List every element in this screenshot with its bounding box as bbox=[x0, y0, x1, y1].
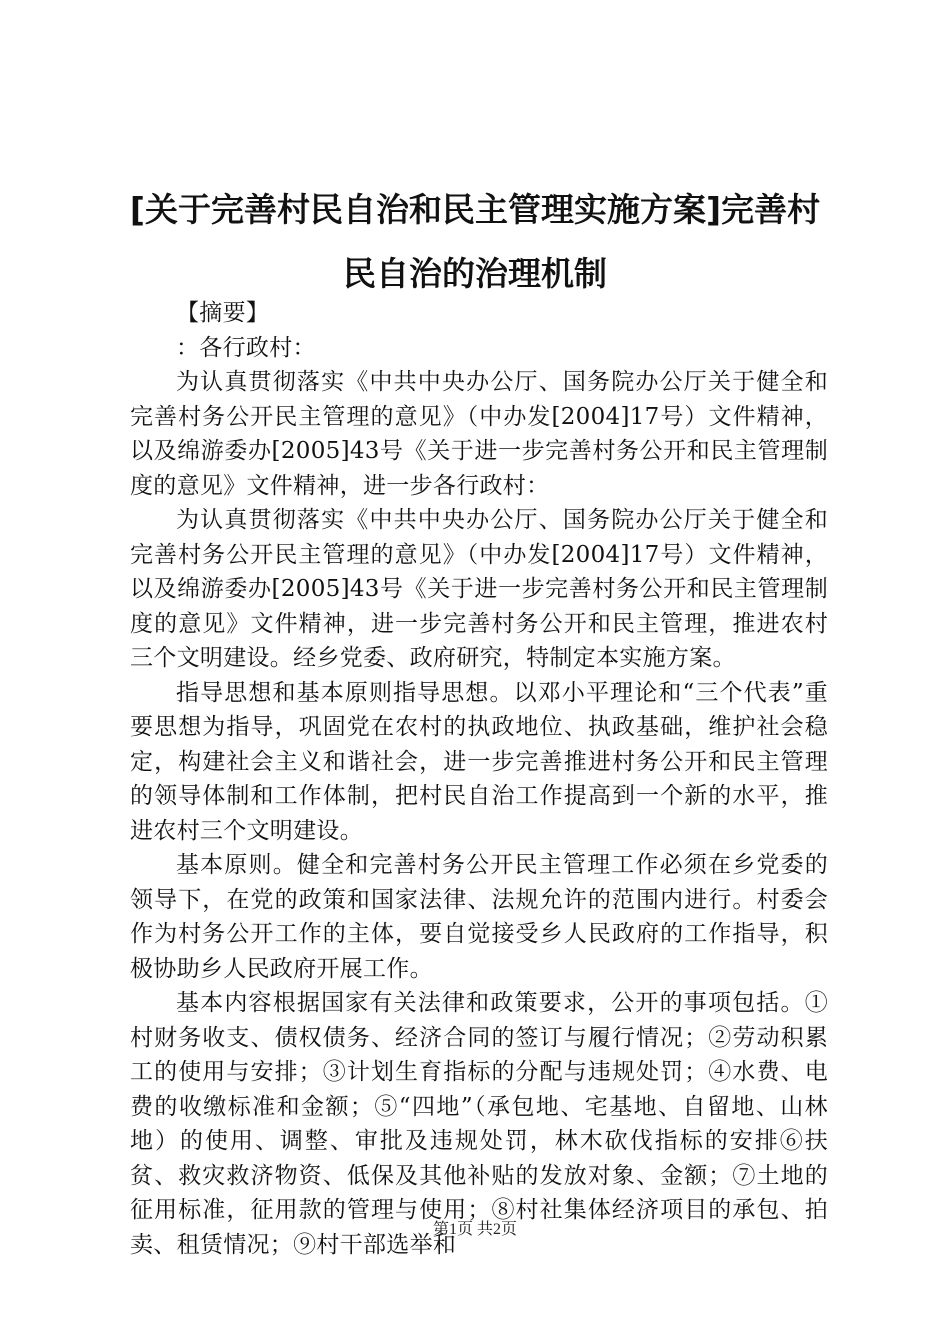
paragraph: 为认真贯彻落实《中共中央办公厅、国务院办公厅关于健全和完善村务公开民主管理的意见》（中办发[2004]17号）文件精神，以及绵游委办[2005]43号《关于进一步完善村务公开和民主管理制度的意见》文件精神，进一步各行政村： bbox=[130, 369, 828, 499]
salutation: ：各行政村： bbox=[176, 334, 316, 361]
abstract-label: 【摘要】 bbox=[176, 300, 270, 326]
paragraph: 基本内容根据国家有关法律和政策要求，公开的事项包括。①村财务收支、债权债务、经济合同的签订与履行情况；②劳动积累工的使用与安排；③计划生育指标的分配与违规处罚；④水费、电费的收缴标准和金额；⑤“四地”（承包地、宅基地、自留地、山林地）的使用、调整、审批及违规处罚，林木砍伐指标的安排⑥扶贫、救灾救济物资、低保及其他补贴的发放对象、金额；⑦土地的征用标准，征用款的管理与使用；⑧村社集体经济项目的承包、拍卖、租赁情况；⑨村干部选举和 bbox=[130, 990, 828, 1258]
paragraph: 为认真贯彻落实《中共中央办公厅、国务院办公厅关于健全和完善村务公开民主管理的意见》（中办发[2004]17号）文件精神，以及绵游委办[2005]43号《关于进一步完善村务公开和民主管理制度的意见》文件精神，进一步完善村务公开和民主管理，推进农村三个文明建设。经乡党委、政府研究，特制定本实施方案。 bbox=[130, 507, 828, 671]
paragraph: 指导思想和基本原则指导思想。以邓小平理论和“三个代表”重要思想为指导，巩固党在农村的执政地位、执政基础，维护社会稳定，构建社会主义和谐社会，进一步完善推进村务公开和民主管理的领导体制和工作体制，把村民自治工作提高到一个新的水平，推进农村三个文明建设。 bbox=[130, 679, 828, 844]
page-number: 第1页 共2页 bbox=[432, 1221, 517, 1238]
paragraph: 基本原则。健全和完善村务公开民主管理工作必须在乡党委的领导下，在党的政策和国家法律、法规允许的范围内进行。村委会作为村务公开工作的主体，要自觉接受乡人民政府的工作指导，积极协助乡人民政府开展工作。 bbox=[130, 852, 828, 982]
document-body bbox=[130, 296, 828, 1262]
document-title: [关于完善村民自治和民主管理实施方案]完善村民自治的治理机制 bbox=[129, 190, 821, 293]
